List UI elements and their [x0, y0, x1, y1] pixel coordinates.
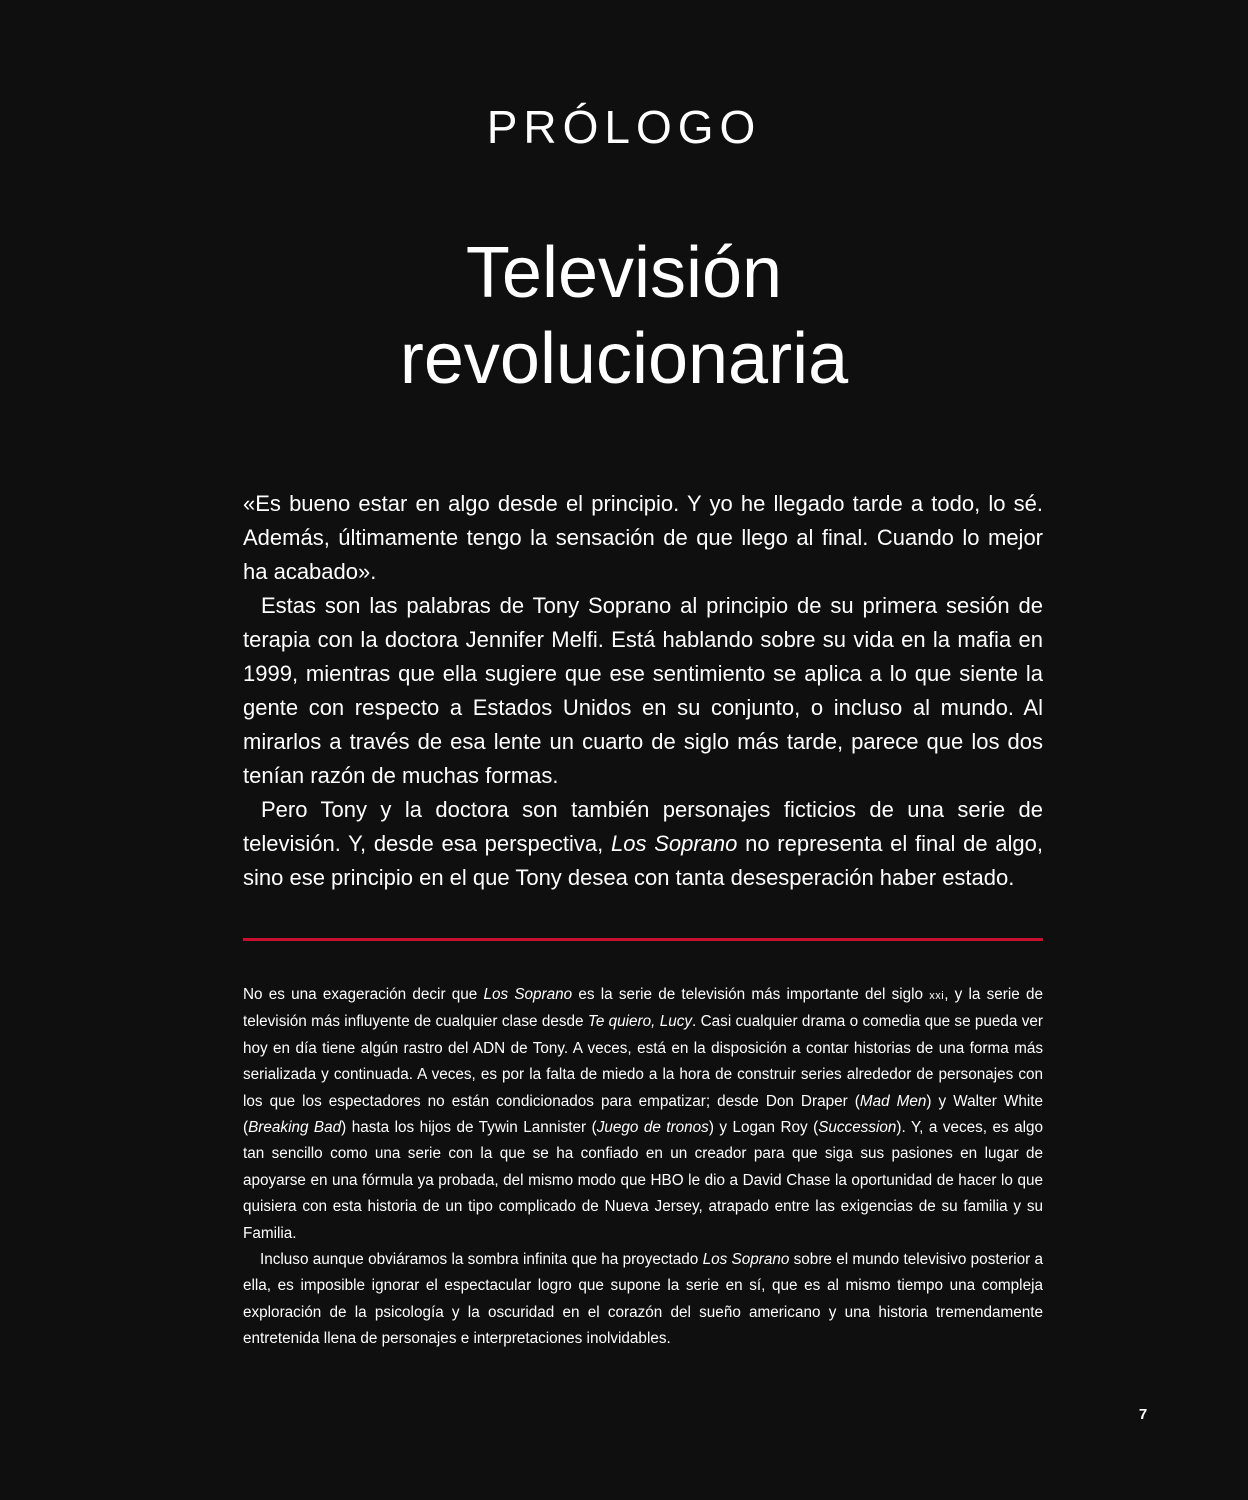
main-text — [243, 487, 1043, 895]
page-number: 7 — [1138, 1406, 1148, 1423]
text-run: . Casi cualquier drama o comedia que se pueda ver hoy en día tiene algún rastro del ADN de Tony. A veces, está en la disposición a contar historias de una forma más serializada y continuada. A veces, es por la falta de miedo a la hora de construir series alrededor de personajes con los que los espectadores no están condicionados para empatizar; desde Don Draper ( — [243, 1013, 1043, 1110]
italic-title: Mad Men — [859, 1092, 927, 1110]
italic-title: Los Soprano — [702, 1251, 790, 1269]
text-run: ). Y, a veces, es algo tan sencillo como una serie con la que se ha confiado en un creador para que siga sus pasiones en lugar de apoyarse en una fórmula ya probada, del mismo modo que HBO le dio a David Chase la oportunidad de hacer lo que quisiera con esta historia de un tipo complicado de Nueva Jersey, atrapado entre las exigencias de su familia y su Familia. — [243, 1119, 1044, 1242]
italic-title: Breaking Bad — [248, 1119, 342, 1137]
chapter-title-line-2: revolucionaria — [399, 319, 849, 399]
century-smallcaps: xxi — [929, 990, 945, 1002]
red-divider — [243, 938, 1043, 941]
text-run: No es una exageración decir que — [243, 986, 484, 1003]
body-text: no representa el final de algo, sino ese principio en el que Tony desea con tanta desesperación haber estado. — [243, 831, 1043, 890]
text-run: Incluso aunque obviáramos la sombra infinita que ha proyectado — [260, 1251, 703, 1269]
text-run: es la serie de televisión más importante del siglo — [572, 986, 930, 1003]
italic-title: Juego de tronos — [596, 1119, 709, 1137]
chapter-title — [0, 230, 1248, 402]
secondary-text — [243, 982, 1043, 1353]
italic-title: Los Soprano — [483, 986, 573, 1003]
text-run: ) y Logan Roy ( — [708, 1119, 819, 1137]
text-run: ) hasta los hijos de Tywin Lannister ( — [341, 1119, 597, 1137]
text-run: ) y Walter White ( — [243, 1092, 1043, 1137]
italic-title: Succession — [818, 1119, 897, 1137]
secondary-paragraph-2 — [243, 1247, 1043, 1353]
italic-title: Los Soprano — [611, 831, 738, 856]
body-paragraph-2: Estas son las palabras de Tony Soprano al principio de su primera sesión de terapia con la doctora Jennifer Melfi. Está hablando sobre su vida en la mafia en 1999, mientras que ella sugiere que ese sentimiento se aplica a lo que siente la gente con respecto a Estados Unidos en su conjunto, o incluso al mundo. Al mirarlos a través de esa lente un cuarto de siglo más tarde, parece que los dos tenían razón de muchas formas. — [243, 593, 1043, 788]
body-paragraph-3 — [243, 793, 1043, 895]
text-run: , y la serie de televisión más influyente de cualquier clase desde — [243, 986, 1043, 1031]
body-text: Pero Tony y la doctora son también personajes ficticios de una serie de televisión. Y, desde esa perspectiva, — [243, 797, 1043, 856]
opening-quote-paragraph: «Es bueno estar en algo desde el principio. Y yo he llegado tarde a todo, lo sé. Además, últimamente tengo la sensación de que llego al final. Cuando lo mejor ha acabado». — [243, 491, 1043, 584]
secondary-paragraph-1 — [243, 982, 1043, 1247]
italic-title: Te quiero, Lucy — [587, 1013, 693, 1031]
text-run: sobre el mundo televisivo posterior a ella, es imposible ignorar el espectacular logro que supone la serie en sí, que es al mismo tiempo una compleja exploración de la psicología y la oscuridad en el corazón del sueño americano y una historia tremendamente entretenida llena de personajes e interpretaciones inolvidables. — [243, 1251, 1043, 1348]
chapter-title-line-1: Televisión — [465, 233, 783, 313]
chapter-kicker: PRÓLOGO — [486, 101, 762, 153]
